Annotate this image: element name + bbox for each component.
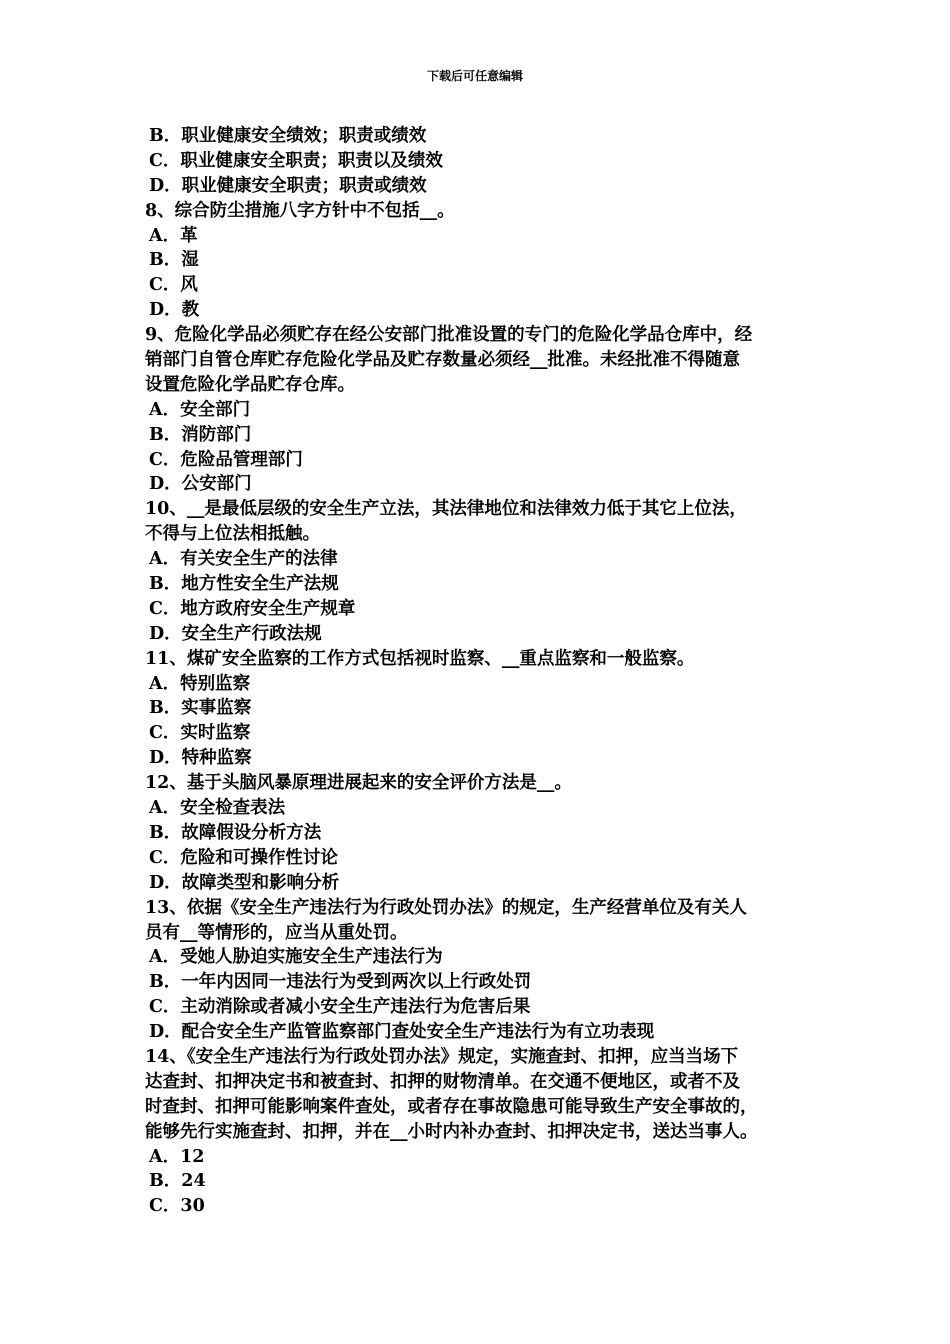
answer-option: B．消防部门 bbox=[149, 424, 252, 445]
question-text: 8、综合防尘措施八字方针中不包括__。 bbox=[145, 200, 455, 221]
answer-option: A．受她人胁迫实施安全生产违法行为 bbox=[149, 947, 443, 968]
answer-option: C．危险品管理部门 bbox=[149, 449, 303, 470]
document-body bbox=[145, 124, 825, 1219]
answer-option: B．24 bbox=[149, 1171, 206, 1192]
answer-option: C．主动消除或者减小安全生产违法行为危害后果 bbox=[149, 997, 531, 1018]
answer-option: D．公安部门 bbox=[149, 474, 252, 495]
answer-option: B．实事监察 bbox=[149, 698, 252, 719]
page-header: 下载后可任意编辑 bbox=[426, 69, 523, 83]
question-text: 13、依据《安全生产违法行为行政处罚办法》的规定，生产经营单位及有关人 bbox=[145, 897, 747, 918]
answer-option: C．职业健康安全职责；职责以及绩效 bbox=[149, 150, 443, 171]
answer-option: C．实时监察 bbox=[149, 723, 251, 744]
question-text: 设置危险化学品贮存仓库。 bbox=[145, 374, 355, 395]
question-text: 12、基于头脑风暴原理进展起来的安全评价方法是__。 bbox=[145, 773, 572, 794]
answer-option: D．故障类型和影响分析 bbox=[149, 872, 340, 893]
answer-option: D．特种监察 bbox=[149, 748, 252, 769]
answer-option: D．职业健康安全职责；职责或绩效 bbox=[149, 175, 427, 196]
question-text: 11、煤矿安全监察的工作方式包括视时监察、__重点监察和一般监察。 bbox=[145, 648, 695, 669]
question-text: 10、__是最低层级的安全生产立法，其法律地位和法律效力低于其它上位法， bbox=[145, 499, 747, 520]
question-text: 14、《安全生产违法行为行政处罚办法》规定，实施查封、扣押，应当当场下 bbox=[145, 1046, 739, 1067]
answer-option: B．职业健康安全绩效；职责或绩效 bbox=[149, 126, 427, 146]
answer-option: A．特别监察 bbox=[149, 673, 251, 694]
question-text: 销部门自管仓库贮存危险化学品及贮存数量必须经__批准。未经批准不得随意 bbox=[145, 350, 740, 371]
answer-option: D．教 bbox=[149, 300, 200, 321]
answer-option: B．故障假设分析方法 bbox=[149, 822, 322, 843]
answer-option: D．安全生产行政法规 bbox=[149, 623, 322, 644]
question-text: 员有__等情形的，应当从重处罚。 bbox=[145, 922, 408, 943]
answer-option: A．安全部门 bbox=[149, 399, 251, 420]
question-text: 达查封、扣押决定书和被查封、扣押的财物清单。在交通不便地区，或者不及 bbox=[145, 1071, 740, 1092]
answer-option: C．风 bbox=[149, 275, 198, 296]
answer-option: C．危险和可操作性讨论 bbox=[149, 847, 338, 868]
answer-option: B．地方性安全生产法规 bbox=[149, 574, 339, 595]
answer-option: A．革 bbox=[149, 225, 198, 246]
answer-option: C．30 bbox=[149, 1196, 205, 1217]
question-text: 能够先行实施查封、扣押，并在__小时内补办查封、扣押决定书，送达当事人。 bbox=[145, 1121, 758, 1142]
answer-option: A．安全检查表法 bbox=[149, 798, 286, 819]
answer-option: C．地方政府安全生产规章 bbox=[149, 598, 356, 619]
question-text: 不得与上位法相抵触。 bbox=[145, 524, 320, 545]
question-text: 时查封、扣押可能影响案件查处，或者存在事故隐患可能导致生产安全事故的， bbox=[145, 1096, 758, 1117]
answer-option: A．有关安全生产的法律 bbox=[149, 549, 338, 570]
answer-option: B．一年内因同一违法行为受到两次以上行政处罚 bbox=[149, 972, 532, 993]
question-text: 9、危险化学品必须贮存在经公安部门批准设置的专门的危险化学品仓库中，经 bbox=[145, 325, 753, 346]
answer-option: B．湿 bbox=[149, 250, 199, 271]
answer-option: A．12 bbox=[149, 1146, 205, 1167]
answer-option: D．配合安全生产监管监察部门查处安全生产违法行为有立功表现 bbox=[149, 1022, 655, 1043]
